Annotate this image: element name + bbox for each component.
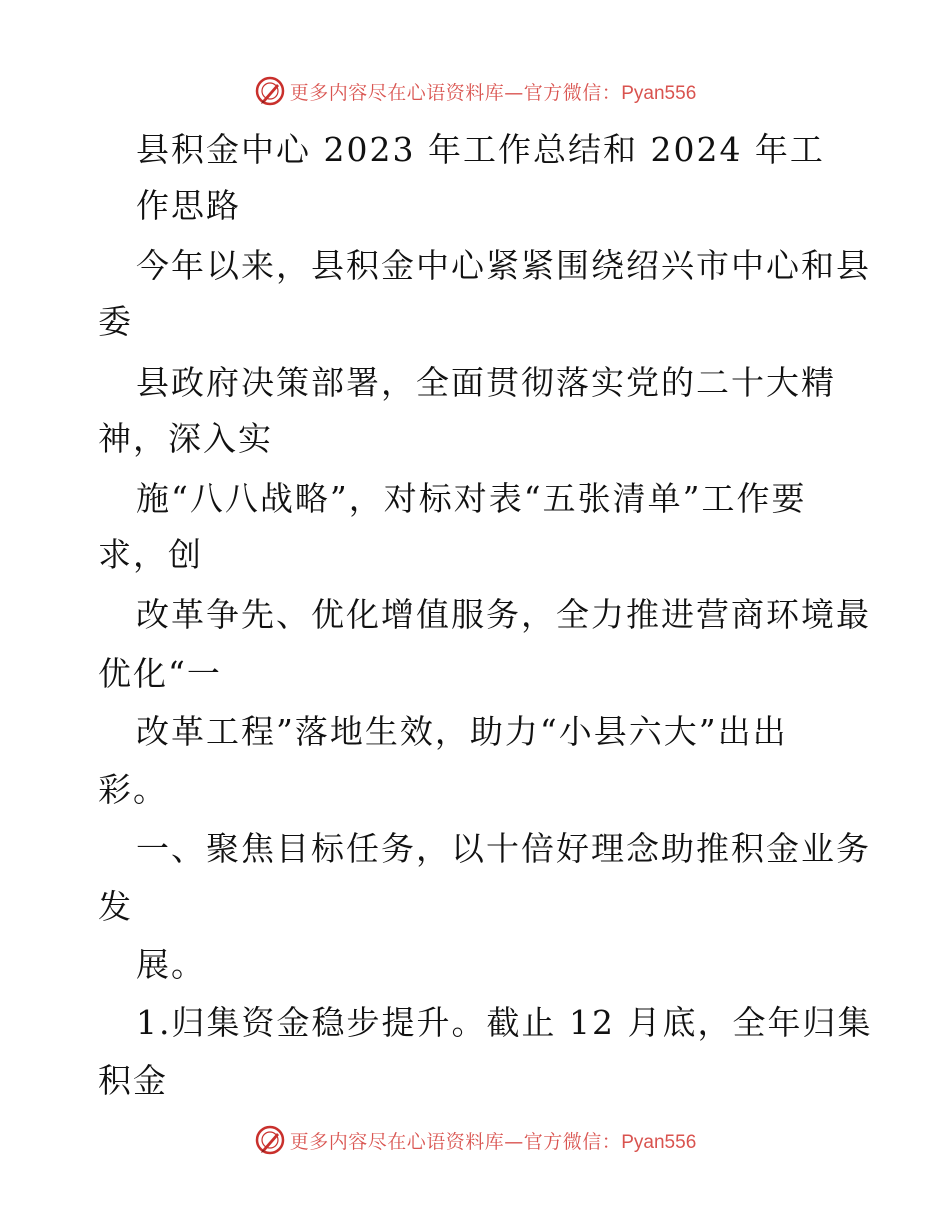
text-line: 委	[98, 302, 133, 341]
watermark-text: 更多内容尽在心语资料库—官方微信：Pyan556	[289, 1130, 697, 1153]
title-line: 县积金中心 2023 年工作总结和 2024 年工	[136, 130, 825, 169]
text-line: 优化“一	[98, 654, 222, 693]
text-line: 积金	[98, 1061, 168, 1100]
text-line: 求，创	[98, 535, 203, 574]
text-line: 改革工程”落地生效，助力“小县六大”出出	[136, 712, 788, 751]
header-watermark	[0, 71, 950, 111]
text-line: 县政府决策部署，全面贯彻落实党的二十大精	[136, 363, 836, 402]
text-line: 1.归集资金稳步提升。截止 12 月底，全年归集	[136, 1003, 873, 1042]
title-line: 作思路	[136, 186, 241, 225]
section-heading: 展。	[136, 945, 206, 984]
text-line: 改革争先、优化增值服务，全力推进营商环境最	[136, 595, 871, 634]
section-heading: 一、聚焦目标任务，以十倍好理念助推积金业务	[136, 829, 871, 868]
text-line: 今年以来，县积金中心紧紧围绕绍兴市中心和县	[136, 246, 871, 285]
text-line: 施“八八战略”，对标对表“五张清单”工作要	[136, 479, 807, 518]
watermark-text: 更多内容尽在心语资料库—官方微信：Pyan556	[289, 81, 697, 104]
pen-logo-icon	[254, 1124, 286, 1156]
section-heading: 发	[98, 887, 133, 926]
text-line: 彩。	[98, 770, 168, 809]
footer-watermark	[0, 1120, 950, 1160]
pen-logo-icon	[254, 75, 286, 107]
text-line: 神，深入实	[98, 419, 273, 458]
